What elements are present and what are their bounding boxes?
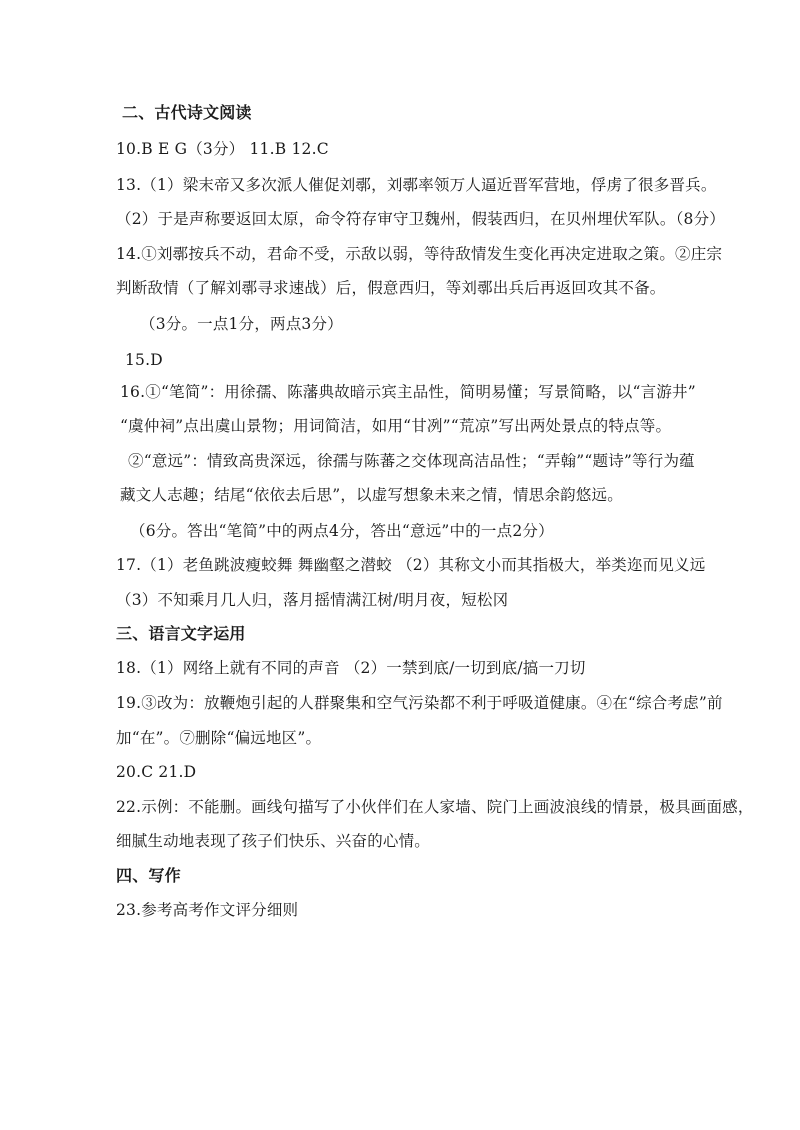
answer-line-22-a: 22.示例：不能删。画线句描写了小伙伴们在人家墙、院门上画波浪线的情景，极具画面感， [116, 798, 754, 816]
answer-line-19-b: 加“在”。⑦删除“偏远地区”。 [116, 729, 322, 747]
answer-line-23: 23.参考高考作文评分细则 [116, 901, 299, 919]
answer-line-14-score: （3分。一点1分，两点3分） [140, 315, 343, 333]
section-heading-writing: 四、写作 [116, 866, 181, 885]
answer-line-13-1: 13.（1）梁末帝又多次派人催促刘鄩，刘鄩率领万人逼近晋军营地，俘虏了很多晋兵。 [116, 176, 717, 194]
answer-line-17-a: 17.（1）老鱼跳波瘦蛟舞 舞幽壑之潜蛟 （2）其称文小而其指极大，举类迩而见义远 [116, 556, 706, 574]
answer-line-16-b: “虞仲祠”点出虞山景物；用词简洁，如用“甘冽”“荒凉”写出两处景点的特点等。 [120, 417, 672, 435]
answer-line-14-a: 14.①刘鄩按兵不动，君命不受，示敌以弱，等待敌情发生变化再决定进取之策。②庄宗 [116, 245, 723, 263]
answer-line-22-b: 细腻生动地表现了孩子们快乐、兴奋的心情。 [116, 832, 431, 850]
answer-line-14-b: 判断敌情（了解刘鄩寻求速战）后，假意西归，等刘鄩出兵后再返回攻其不备。 [116, 279, 666, 297]
answer-line-10-12: 10.B E G（3分） 11.B 12.C [116, 140, 329, 158]
answer-line-16-d: 藏文人志趣；结尾“依依去后思”，以虚写想象未来之情，情思余韵悠远。 [120, 486, 623, 504]
section-heading-language-use: 三、语言文字运用 [116, 624, 246, 643]
answer-line-17-b: （3）不知乘月几人归，落月摇情满江树/明月夜，短松冈 [116, 591, 509, 609]
answer-line-15: 15.D [125, 351, 163, 369]
answer-line-20-21: 20.C 21.D [116, 763, 197, 781]
answer-line-16-c: ②“意远”：情致高贵深远，徐孺与陈蕃之交体现高洁品性；“弄翰”“题诗”等行为蕴 [128, 452, 695, 470]
answer-line-19-a: 19.③改为：放鞭炮引起的人群聚集和空气污染都不利于呼吸道健康。④在“综合考虑”前 [116, 694, 723, 712]
section-heading-classical-poetry: 二、古代诗文阅读 [122, 103, 252, 122]
answer-line-16-score: （6分。答出“笔简”中的两点4分，答出“意远”中的一点2分） [130, 522, 554, 540]
answer-line-13-2: （2）于是声称要返回太原，命令符存审守卫魏州，假装西归，在贝州埋伏军队。（8分） [116, 210, 725, 228]
answer-line-16-a: 16.①“笔简”：用徐孺、陈藩典故暗示宾主品性，简明易懂；写景简略，以“言游井” [120, 383, 696, 401]
answer-line-18: 18.（1）网络上就有不同的声音 （2）一禁到底/一切到底/搞一刀切 [116, 659, 586, 677]
